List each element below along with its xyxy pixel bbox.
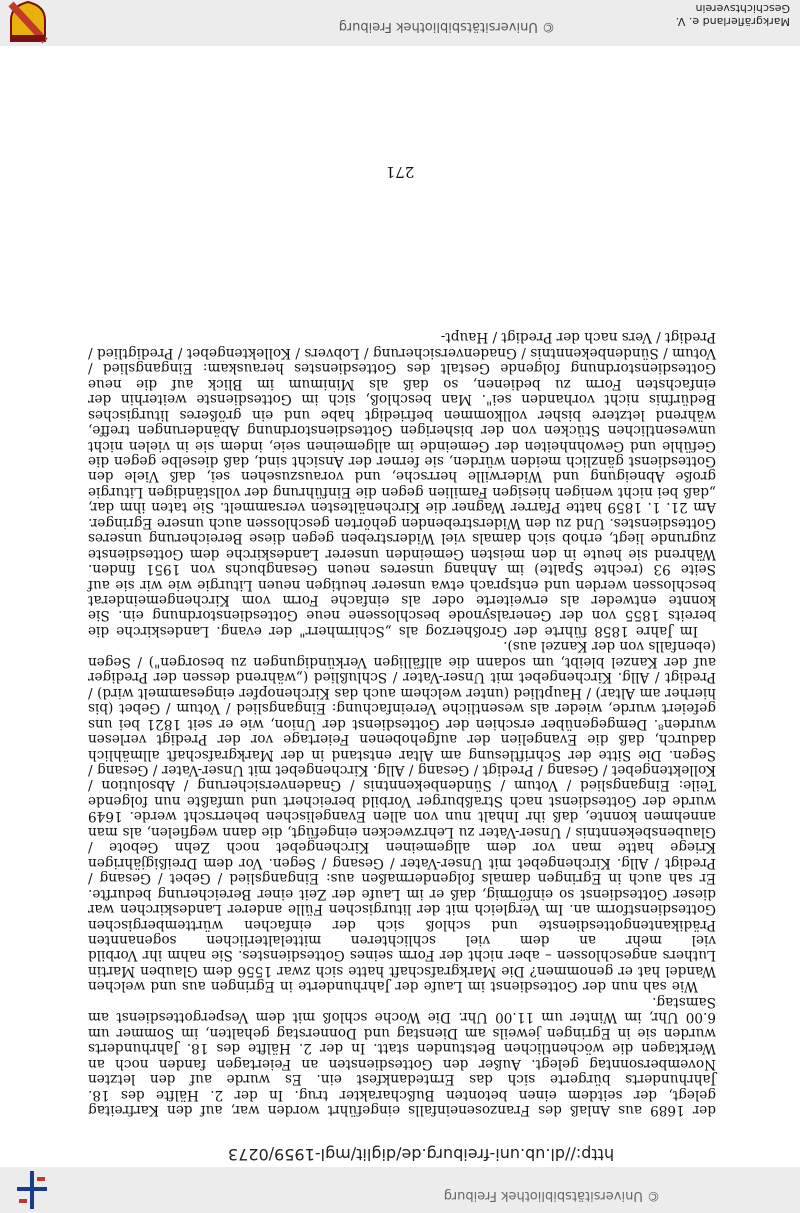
viewer-footer (0, 0, 800, 46)
header-library-text: © Universitätsbibliothek Freiburg (443, 1188, 660, 1203)
society-name (676, 2, 790, 28)
document-page (88, 329, 716, 1117)
url-bar[interactable] (0, 1141, 800, 1167)
society-line-2: Geschichtsverein (695, 2, 790, 15)
page-number: 271 (385, 163, 415, 181)
paragraph: Wie sah nun der Gottesdienst im Laufe der Jahrhunderte in Egringen aus und welchen Wandel hat er genommen? Die Markgrafschaft hatte sich zwar 1556 dem Glauben Martin Luthers angeschlossen – aber nicht der Form seines Gottesdienstes. Sie nahm ihr Vorbild viel mehr an dem viel schlichteren mittelalterlichen sogenannten Prädikantengottesdienste und schloß sich der einfachen württembergischen Gottesdienstform an. Im Vergleich mit der liturgischen Fülle anderer Landeskirchen war dieser Gottesdienst so einförmig, daß er im Laufe der Zeit einer Bereicherung bedurfte. Er sah auch in Egringen damals folgendermaßen aus: Eingangslied / Gebet / Gesang / Predigt / Allg. Kirchengebet mit Unser-Vater / Gesang / Segen. Vor dem Dreißigjährigen Kriege hatte man vor dem allgemeinen Kirchengebet noch Zehn Gebote / Glaubensbekenntnis / Unser-Vater zu Lehrzwecken eingefügt, die dann wegfielen, als man annehmen konnte, daß ihr Inhalt nun von allen Evangelischen beherrscht werde. 1649 wurde der Gottesdienst nach Straßburger Vorbild bereichert und umfaßte nun folgende Teile: Eingangslied / Votum / Sündenbekenntnis / Gnadenversicherung / Absolution / Kollektengebet / Gesang / Predigt / Gesang / Allg. Kirchengebet mit Unser-Vater / Gesang / Segen. Die Sitte der Schriftlesung am Altar entstand in der Markgrafschaft allmählich dadurch, daß die Evangelien der aufgehobenen Feiertage vor der Predigt verlesen wurden⁸. Demgegenüber erschien der Gottesdienst der Union, wie er seit 1821 bei uns gefeiert wurde, wieder als wesentliche Vereinfachung: Eingangslied / Votum / Gebet (bis hierher am Altar) / Hauptlied (unter welchem auch das Kirchenopfer eingesammelt wird) / Predigt / Allg. Kirchengebet mit Unser-Vater / Schlußlied („während dessen der Prediger auf der Kanzel bleibt, um sodann die allfälligen Verkündigungen zu besorgen") / Segen (ebenfalls von der Kanzel aus). (88, 638, 716, 995)
paragraph: Im Jahre 1858 führte der Großherzog als „Schirmherr" der evang. Landeskirche die bereits 1855 von der Generalsynode beschlossene neue Gottesdienstordnung ein. Sie konnte entweder als erweiterte oder als einfache Form vom Kirchengemeinderat beschlossen werden und entsprach etwa unserer heutigen neuen Liturgie wie wir sie auf Seite 93 (rechte Spalte) im Anhang unseres neuen Gesangbuchs von 1951 finden. Während sie heute in den meisten Gemeinden unserer Landeskirche dem Gottesdienste zugrunde liegt, erhob sich damals viel Widerstreben gegen diese Bereicherung unseres Gottesdienstes. Und zu den Widerstrebenden gehörten geschlossen auch unsere Egringer. Am 21. 1. 1859 hatte Pfarrer Wagner die Kirchenältesten versammelt. Sie taten ihm dar, „daß bei nicht wenigen hiesigen Familien gegen die Einführung der vollständigen Liturgie große Abneigung und Widerwille herrsche, und vorauszusehen sei, daß Viele den Gottesdienst gänzlich meiden würden, sie ferner der Ansicht sind, daß dieselbe gegen die Gefühle und Gewohnheiten der Gemeinde im allgemeinen seie, indem sie in vielen nicht unwesentlichen Stücken von der bisherigen Gottesdienstordnung Abänderungen treffe, während letztere bisher vollkommen befriedigt habe und ein größeres liturgisches Bedürfnis nicht vorhanden sei". Man beschloß, sich im Gottesdienste weiterhin der einfachsten Form zu bedienen, so daß als Minimum im Blick auf die neue Gottesdienstordnung folgende Gestalt des Gottesdienstes herauskam: Eingangslied / Votum / Sündenbekenntnis / Gnadenversicherung / Lobvers / Kollektengebet / Predigtlied / Predigt / Vers nach der Predigt / Haupt- (88, 329, 716, 639)
permalink-url[interactable]: http://dl.ub.uni-freiburg.de/diglit/mgl-1959/0273 (228, 1145, 615, 1164)
library-logo-icon (11, 1169, 53, 1211)
paragraph: der 1689 aus Anlaß des Franzoseneinfalls eingeführt worden war, auf den Karfreitag gelegt, der seitdem einen betonten Bußcharakter trug. In der 2. Hälfte des 18. Jahrhunderts bürgerte sich das Erntedankfest ein. Es wurde auf den letzten Novembersonntag gelegt. Außer den Gottesdiensten an Feiertagen fanden noch an Werktagen die wöchentlichen Betstunden statt. In der 2. Hälfte des 18. Jahrhunderts wurden sie in Egringen jeweils am Dienstag und Donnerstag gehalten, im Sommer um 6.00 Uhr, im Winter um 11.00 Uhr. Die Woche schloß mit dem Vespergottesdienst am Samstag. (88, 993, 716, 1118)
coat-of-arms-icon (8, 0, 48, 44)
footer-library-text: © Universitätsbibliothek Freiburg (338, 19, 555, 34)
society-line-1: Markgräflerland e. V. (675, 15, 790, 28)
viewer-header (0, 1167, 800, 1213)
